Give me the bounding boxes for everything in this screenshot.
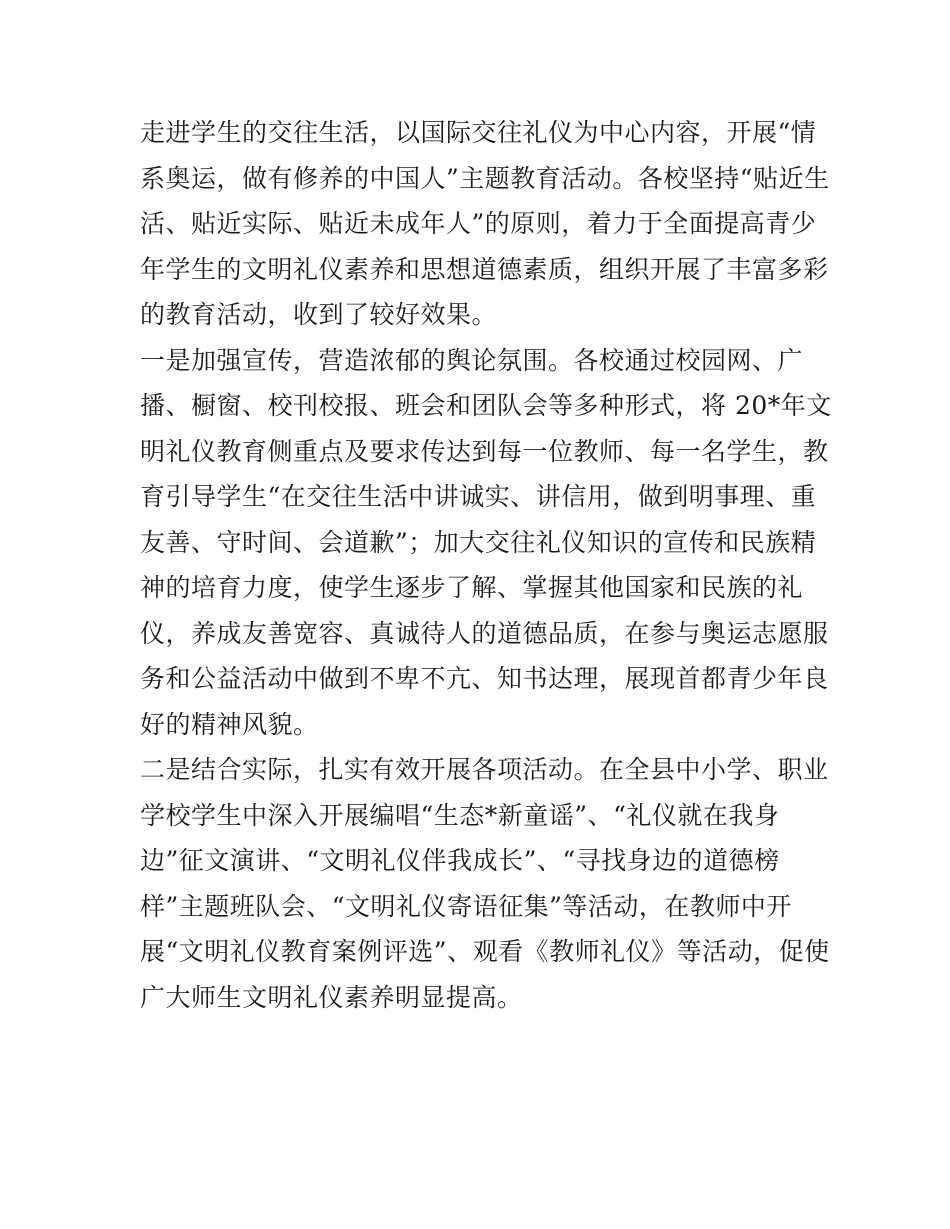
text-line: 广大师生文明礼仪素养明显提高。 (140, 982, 523, 1012)
text-line: 播、橱窗、校刊校报、班会和团队会等多种形式，将 20*年文 (140, 391, 832, 420)
text-line: 年学生的文明礼仪素养和思想道德素质，组织开展了丰富多彩 (140, 254, 829, 284)
text-line: 走进学生的交往生活，以国际交往礼仪为中心内容，开展“情 (140, 118, 817, 147)
text-line: 育引导学生“在交往生活中讲诚实、讲信用，做到明事理、重 (140, 482, 817, 511)
text-line: 样”主题班队会、“文明礼仪寄语征集”等活动，在教师中开 (140, 891, 792, 921)
text-line: 的教育活动，收到了较好效果。 (140, 300, 498, 329)
text-line: 好的精神风貌。 (140, 709, 319, 739)
text-line: 边”征文演讲、“文明礼仪伴我成长”、“寻找身边的道德榜 (140, 846, 780, 875)
text-line: 二是结合实际，扎实有效开展各项活动。在全县中小学、职业 (140, 755, 829, 784)
text-line: 系奥运，做有修养的中国人”主题教育活动。各校坚持“贴近生 (140, 163, 830, 193)
text-line: 明礼仪教育侧重点及要求传达到每一位教师、每一名学生，教 (140, 436, 829, 466)
text-line: 仪，养成友善宽容、真诚待人的道德品质，在参与奥运志愿服 (140, 618, 829, 648)
text-line: 神的培育力度，使学生逐步了解、掌握其他国家和民族的礼 (140, 573, 804, 602)
text-line: 一是加强宣传，营造浓郁的舆论氛围。各校通过校园网、广 (140, 345, 804, 375)
text-line: 展“文明礼仪教育案例评选”、观看《教师礼仪》等活动，促使 (140, 937, 830, 966)
text-line: 学校学生中深入开展编唱“生态*新童谣”、“礼仪就在我身 (140, 800, 780, 830)
body-text (140, 110, 832, 1020)
text-line: 务和公益活动中做到不卑不亢、知书达理，展现首都青少年良 (140, 664, 829, 693)
text-line: 友善、守时间、会道歉”；加大交往礼仪知识的宣传和民族精 (140, 527, 817, 557)
text-line: 活、贴近实际、贴近未成年人”的原则，着力于全面提高青少 (140, 209, 817, 238)
